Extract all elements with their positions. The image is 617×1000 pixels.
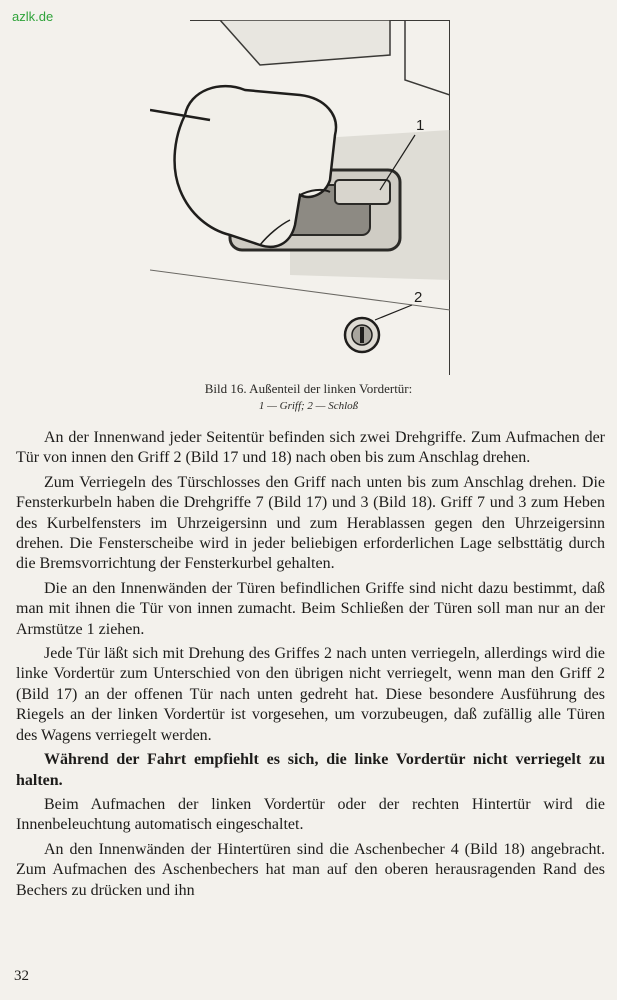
callout-1: 1 <box>416 117 425 134</box>
paragraph: An den Innenwänden der Hintertüren sind die Aschenbecher 4 (Bild 18) angebracht. Zum Aufmachen des Aschenbechers hat man auf den oberen herausragenden Rand des Bechers zu drücken und ihn <box>16 840 605 899</box>
paragraph: Zum Verriegeln des Türschlosses den Griff nach unten bis zum Anschlag drehen. Die Fensterkurbeln haben die Drehgriffe 7 (Bild 17) und 3 (Bild 18). Griff 7 und 3 zum Heben des Kurbelfensters im Uhrzeigersinn und zum Herablassen gegen den Uhrzeigersinn drehen. Die Fensterscheibe wird in jeder beliebigen erforderlichen Lage selbsttätig durch die Bremsvorrichtung der Fensterkurbel gehalten. <box>16 473 605 573</box>
figure-caption-title: Bild 16. Außenteil der linken Vordertür: <box>204 381 413 396</box>
door-handle-figure <box>150 20 450 375</box>
callout-2: 2 <box>414 289 423 306</box>
page-number: 32 <box>14 968 29 984</box>
paragraph: Jede Tür läßt sich mit Drehung des Griffes 2 nach unten verriegeln, allerdings wird die linke Vordertür zum Unterschied von den übrigen nicht verriegelt, wenn man den Griff 2 (Bild 17) an der offenen Tür nach unten gedreht hat. Diese besondere Ausführung des Riegels an der linken Vordertür ist vorgesehen, um vorzubeugen, daß zufällig alle Türen des Wagens verriegelt werden. <box>16 645 605 744</box>
door-illustration <box>150 20 450 375</box>
body-text <box>16 428 605 905</box>
watermark-text: azlk.de <box>12 9 54 24</box>
paragraph: Die an den Innenwänden der Türen befindlichen Griffe sind nicht dazu bestimmt, daß man mit ihnen die Tür von innen zumacht. Beim Schließen der Türen soll man nur an der Armstütze 1 ziehen. <box>16 579 605 638</box>
paragraph: Beim Aufmachen der linken Vordertür oder der rechten Hintertür wird die Innenbeleuchtung automatisch eingeschaltet. <box>16 795 605 834</box>
bold-paragraph: Während der Fahrt empfiehlt es sich, die linke Vordertür nicht verriegelt zu halten. <box>16 751 605 789</box>
paragraph: An der Innenwand jeder Seitentür befinden sich zwei Drehgriffe. Zum Aufmachen der Tür von innen den Griff 2 (Bild 17 und 18) nach oben bis zum Anschlag drehen. <box>16 429 605 467</box>
figure-caption-legend: 1 — Griff; 2 — Schloß <box>258 400 359 412</box>
